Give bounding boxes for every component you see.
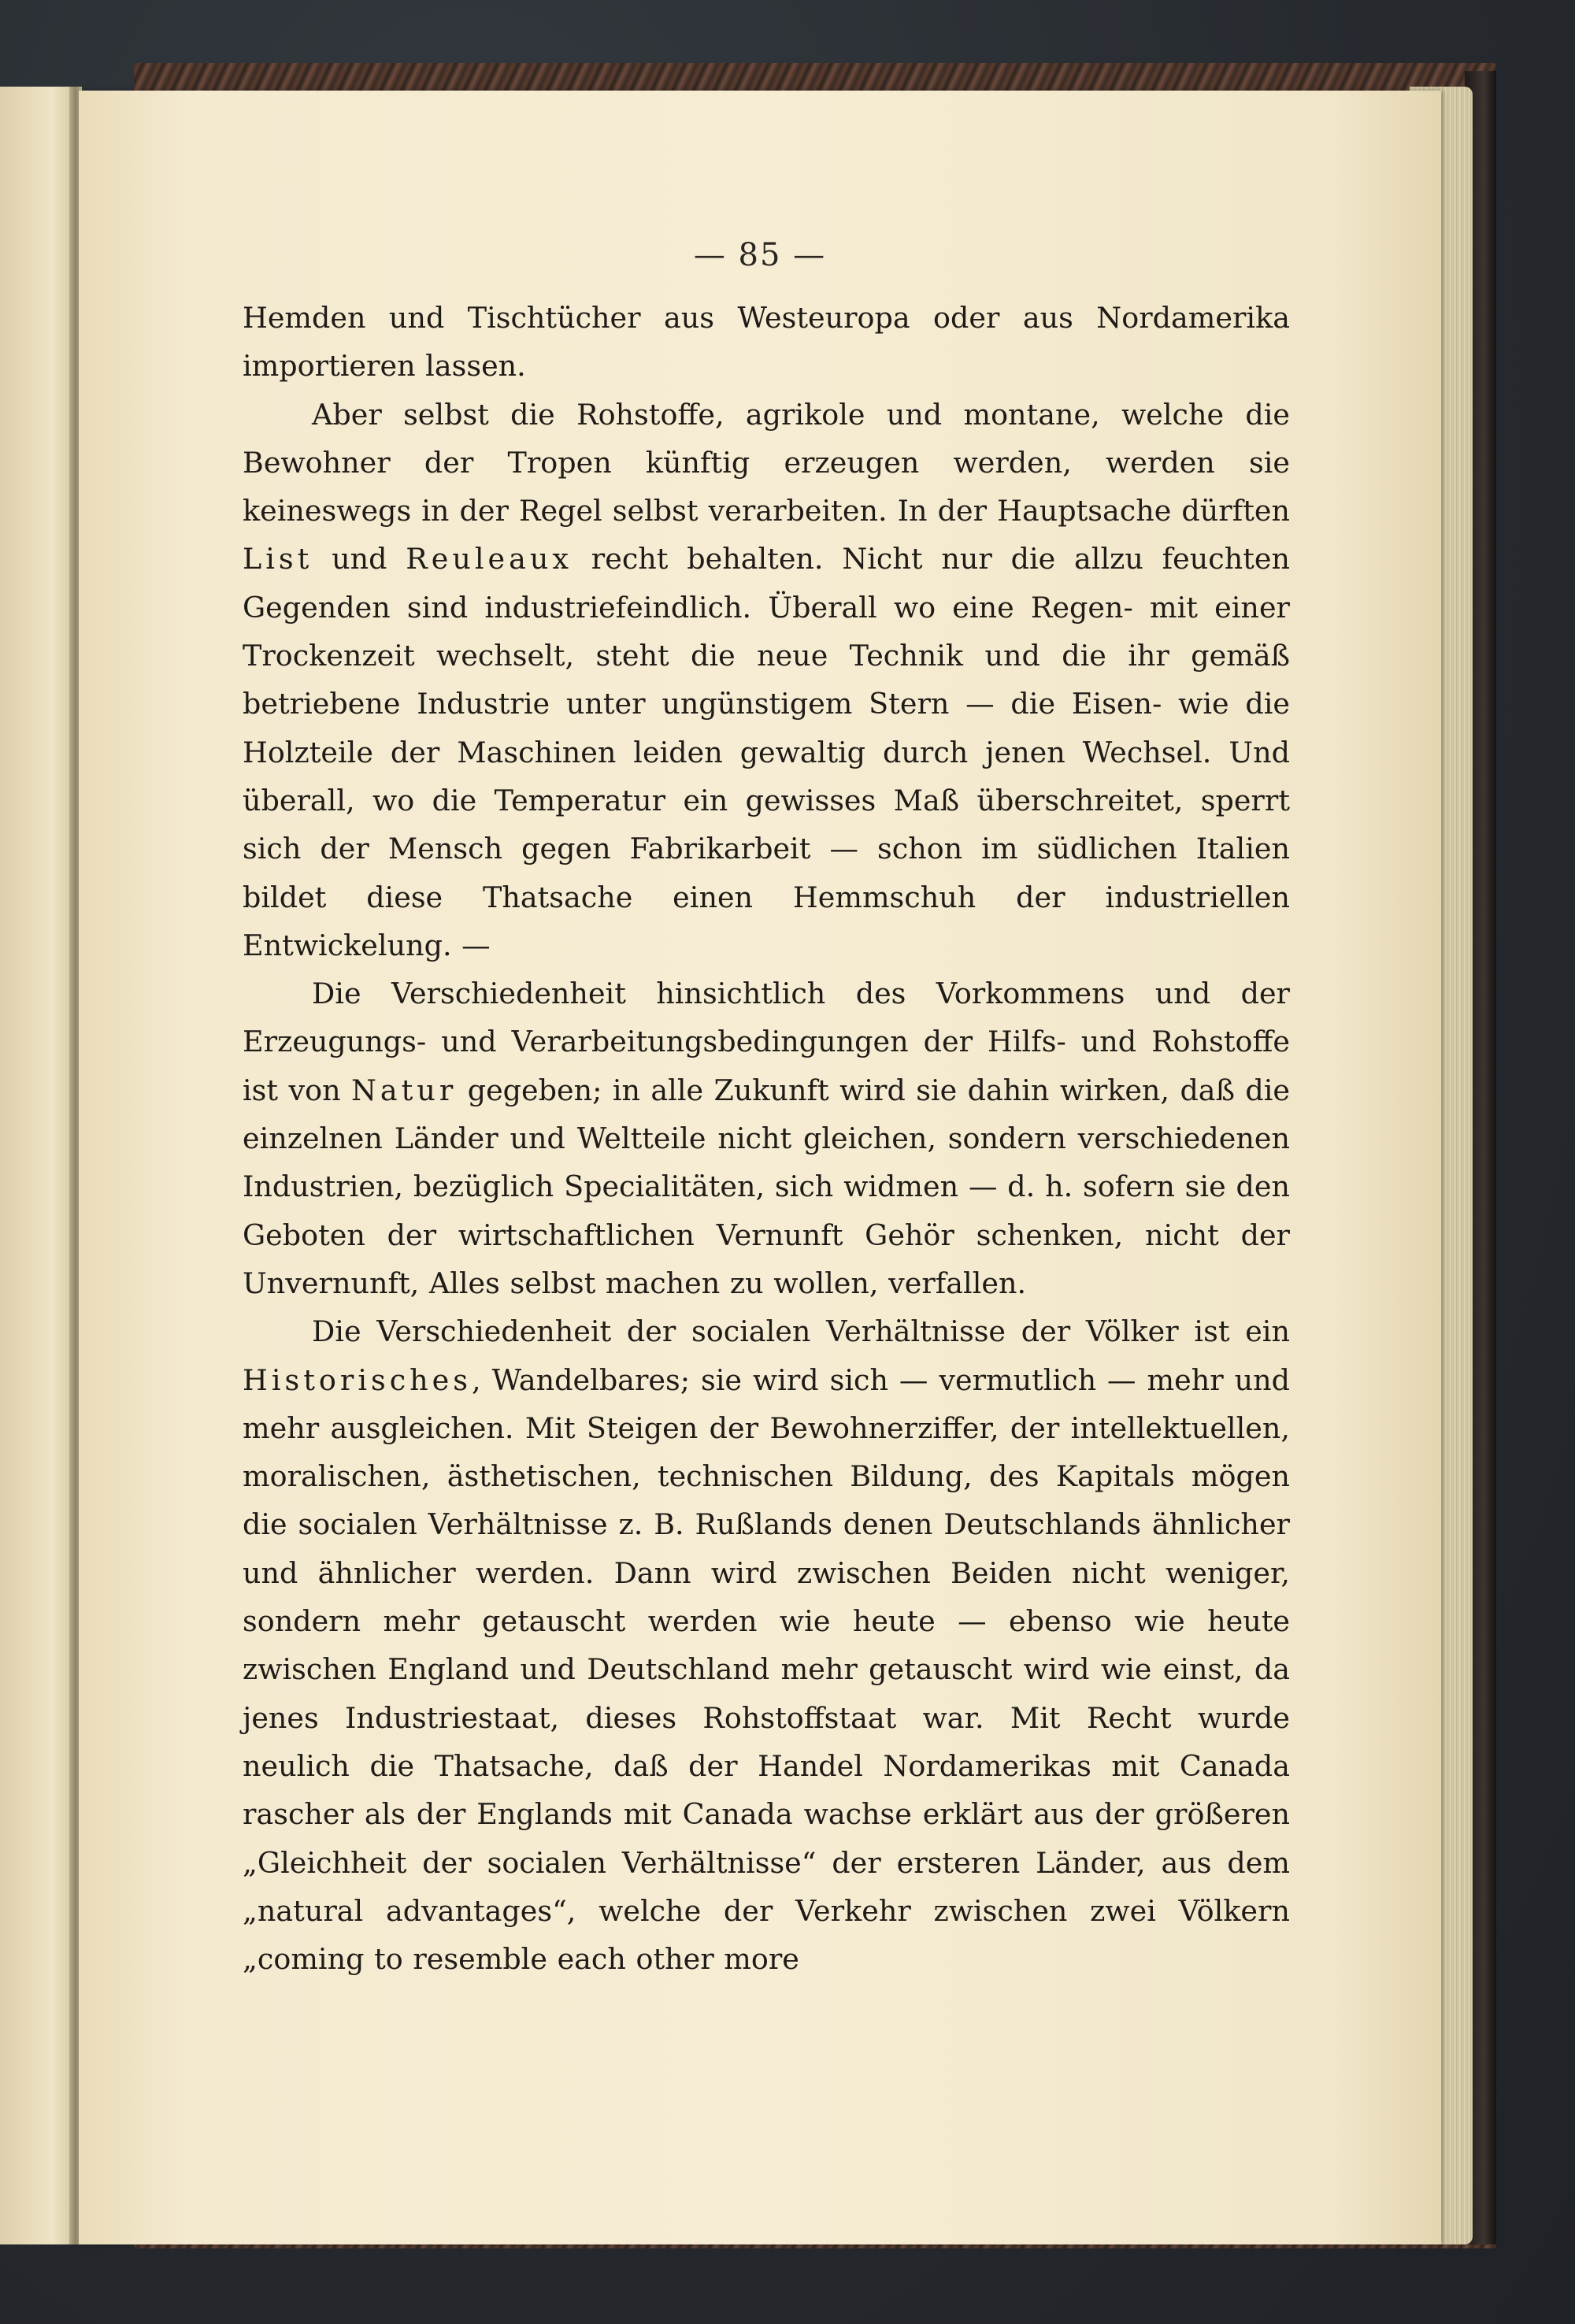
paragraph-text: , Wandelbares; sie wird sich — vermutlich — mehr und mehr ausgleichen. Mit Steigen der Bewohnerziffer, der intellektuellen, moralischen, ästhetischen, technischen Bildung, des Kapitals mögen die socialen Verhältnisse z. B. Rußlands denen Deutschlands ähnlicher und ähnlicher werden. Dann wird zwischen Beiden nicht weniger, sondern mehr getauscht werden wie heute — ebenso wie heute zwischen England und Deutschland mehr getauscht wird wie einst, da jenes Industriestaat, dieses Rohstoffstaat war. Mit Recht wurde neulich die Thatsache, daß der Handel Nordamerikas mit Canada rascher als der Englands mit Canada wachse erklärt aus der größeren „Gleichheit der socialen Verhältnisse“ der ersteren Länder, aus dem „natural advantages“, welche der Verkehr zwischen zwei Völkern „coming to resemble each other more bbox=[243, 1362, 1290, 1977]
facing-page bbox=[0, 87, 75, 2244]
paragraph-text: Aber selbst die Rohstoffe, agrikole und montane, welche die Bewohner der Tropen künftig erzeugen werden, werden sie keineswegs in der Regel selbst verarbeiten. In der Hauptsache dürften bbox=[243, 397, 1290, 528]
paragraph-text: recht behalten. Nicht nur die allzu feuchten Gegenden sind industriefeindlich. Überall wo eine Regen- mit einer Trockenzeit wechselt, steht die neue Technik und die ihr gemäß betriebene Industrie unter ungünstigem Stern — die Eisen- wie die Holzteile der Maschinen leiden gewaltig durch jenen Wechsel. Und überall, wo die Temperatur ein gewisses Maß überschreitet, sperrt sich der Mensch gegen Fabrikarbeit — schon im südlichen Italien bildet diese Thatsache einen Hemmschuh der industriellen Entwickelung. — bbox=[243, 542, 1290, 962]
paragraph-text: gegeben; in alle Zukunft wird sie dahin wirken, daß die einzelnen Länder und Weltteile nicht gleichen, sondern verschiedenen Industrien, bezüglich Specialitäten, sich widmen — d. h. sofern sie den Geboten der wirtschaftlichen Vernunft Gehör schenken, nicht der Unvernunft, Alles selbst machen zu wollen, verfallen. bbox=[243, 1073, 1290, 1300]
paragraph-text: Die Verschiedenheit der socialen Verhältnisse der Völker ist ein bbox=[312, 1314, 1290, 1349]
body-text bbox=[243, 294, 1290, 1983]
book-page bbox=[79, 91, 1441, 2244]
paragraph-text: und bbox=[313, 542, 406, 576]
emphasis-text: Reuleaux bbox=[406, 542, 573, 576]
paragraph bbox=[243, 1307, 1290, 1983]
paragraph bbox=[243, 969, 1290, 1307]
emphasis-text: Historisches bbox=[243, 1362, 472, 1397]
emphasis-text: List bbox=[243, 542, 313, 576]
paragraph bbox=[243, 391, 1290, 970]
paragraph-text: Die Verschiedenheit hinsichtlich des Vorkommens und der Erzeugungs- und Verarbeitungsbedingungen der Hilfs- und Rohstoffe ist von bbox=[243, 977, 1290, 1107]
emphasis-text: Natur bbox=[350, 1073, 458, 1107]
page-number: — 85 — bbox=[693, 237, 827, 273]
paragraph-text: Hemden und Tischtücher aus Westeuropa oder aus Nordamerika importieren lassen. bbox=[243, 301, 1290, 384]
paragraph bbox=[243, 294, 1290, 391]
